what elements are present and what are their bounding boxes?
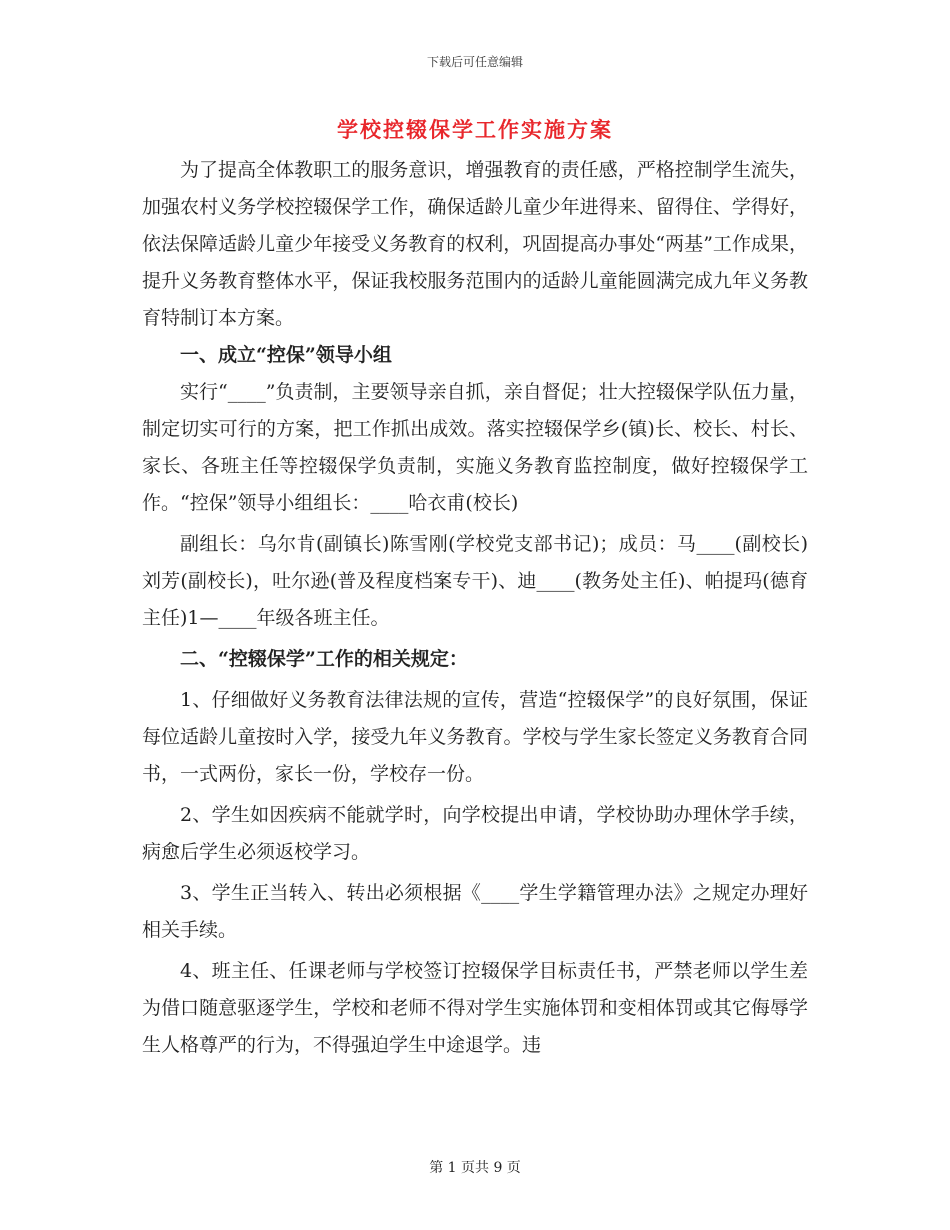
intro-paragraph: 为了提高全体教职工的服务意识，增强教育的责任感，严格控制学生流失，加强农村义务学校控辍保学工作，确保适龄儿童少年进得来、留得住、学得好，依法保障适龄儿童少年接受义务教育的权利，巩固提高办事处“两基”工作成果，提升义务教育整体水平，保证我校服务范围内的适龄儿童能圆满完成九年义务教育特制订本方案。 — [142, 159, 808, 329]
page-header-note: 下载后可任意编辑 — [426, 55, 523, 69]
document-title: 学校控辍保学工作实施方案 — [337, 117, 613, 142]
list-item-4: 4、班主任、任课老师与学校签订控辍保学目标责任书，严禁老师以学生差为借口随意驱逐学生，学校和老师不得对学生实施体罚和变相体罚或其它侮辱学生人格尊严的行为，不得强迫学生中途退学。违 — [142, 960, 808, 1056]
section-heading-2: 二、“控辍保学”工作的相关规定： — [180, 648, 468, 670]
body-paragraph: 副组长：乌尔肯(副镇长)陈雪刚(学校党支部书记)；成员：马____(副校长)刘芳(副校长)，吐尔逊(普及程度档案专干)、迪____(教务处主任)、帕提玛(德育主任)1—____年级各班主任。 — [142, 533, 808, 629]
document-body — [142, 152, 808, 1064]
page-footer: 第 1 页共 9 页 — [429, 1160, 521, 1176]
list-item-2: 2、学生如因疾病不能就学时，向学校提出申请，学校协助办理休学手续，病愈后学生必须返校学习。 — [142, 804, 808, 863]
body-paragraph: 实行“____”负责制，主要领导亲自抓，亲自督促；壮大控辍保学队伍力量，制定切实可行的方案，把工作抓出成效。落实控辍保学乡(镇)长、校长、村长、家长、各班主任等控辍保学负责制，实施义务教育监控制度，做好控辍保学工作。“控保”领导小组组长：____哈衣甫(校长) — [142, 381, 808, 514]
section-heading-1: 一、成立“控保”领导小组 — [180, 344, 392, 366]
list-item-1: 1、仔细做好义务教育法律法规的宣传，营造“控辍保学”的良好氛围，保证每位适龄儿童按时入学，接受九年义务教育。学校与学生家长签定义务教育合同书，一式两份，家长一份，学校存一份。 — [142, 689, 808, 785]
list-item-3: 3、学生正当转入、转出必须根据《____学生学籍管理办法》之规定办理好相关手续。 — [142, 882, 808, 941]
